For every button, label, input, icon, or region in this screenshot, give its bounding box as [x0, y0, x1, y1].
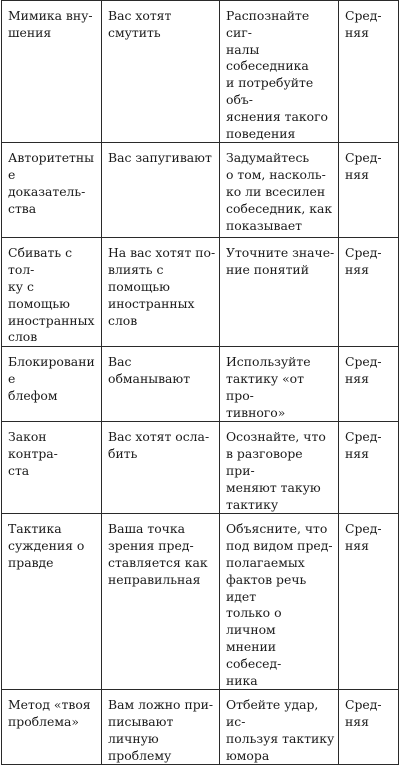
tactic-name-cell: Закон контра- ста: [2, 422, 102, 514]
table-row: [2, 1, 399, 143]
countermeasure-cell: Объясните, что под видом пред- полагаемых фактов речь идет только о личном мнении собесед- ника: [220, 514, 339, 690]
tactic-name-cell: Мимика вну- шения: [2, 1, 102, 143]
countermeasure-cell: Отбейте удар, ис- пользуя тактику юмора: [220, 690, 339, 765]
level-cell: Сред- няя: [339, 143, 399, 238]
tactic-name-cell: Сбивать с тол- ку с помощью иностранных слов: [2, 238, 102, 347]
manipulation-tactics-table: [1, 0, 399, 765]
tactic-name-cell: Тактика суждения о правде: [2, 514, 102, 690]
level-cell: Сред- няя: [339, 422, 399, 514]
table-row: [2, 143, 399, 238]
situation-cell: На вас хотят по- влиять с помощью иностранных слов: [102, 238, 220, 347]
table-row: [2, 422, 399, 514]
table-row: [2, 690, 399, 765]
situation-cell: Вас обманывают: [102, 347, 220, 422]
level-cell: Сред- няя: [339, 690, 399, 765]
tactic-name-cell: Авторитетные доказатель- ства: [2, 143, 102, 238]
situation-cell: Вас запугивают: [102, 143, 220, 238]
tactic-name-cell: Блокирование блефом: [2, 347, 102, 422]
countermeasure-cell: Уточните значе- ние понятий: [220, 238, 339, 347]
tactic-name-cell: Метод «твоя проблема»: [2, 690, 102, 765]
level-cell: Сред- няя: [339, 1, 399, 143]
situation-cell: Ваша точка зрения пред- ставляется как неправильная: [102, 514, 220, 690]
situation-cell: Вас хотят осла- бить: [102, 422, 220, 514]
countermeasure-cell: Осознайте, что в разговоре при- меняют такую тактику: [220, 422, 339, 514]
countermeasure-cell: Задумайтесь о том, насколь- ко ли всесилен собеседник, как показывает: [220, 143, 339, 238]
level-cell: Сред- няя: [339, 238, 399, 347]
level-cell: Сред- няя: [339, 347, 399, 422]
table-row: [2, 514, 399, 690]
table-row: [2, 347, 399, 422]
situation-cell: Вам ложно при- писывают личную проблему: [102, 690, 220, 765]
situation-cell: Вас хотят смутить: [102, 1, 220, 143]
countermeasure-cell: Распознайте сиг- налы собеседника и потребуйте объ- яснения такого поведения: [220, 1, 339, 143]
table-row: [2, 238, 399, 347]
level-cell: Сред- няя: [339, 514, 399, 690]
countermeasure-cell: Используйте тактику «от про- тивного»: [220, 347, 339, 422]
